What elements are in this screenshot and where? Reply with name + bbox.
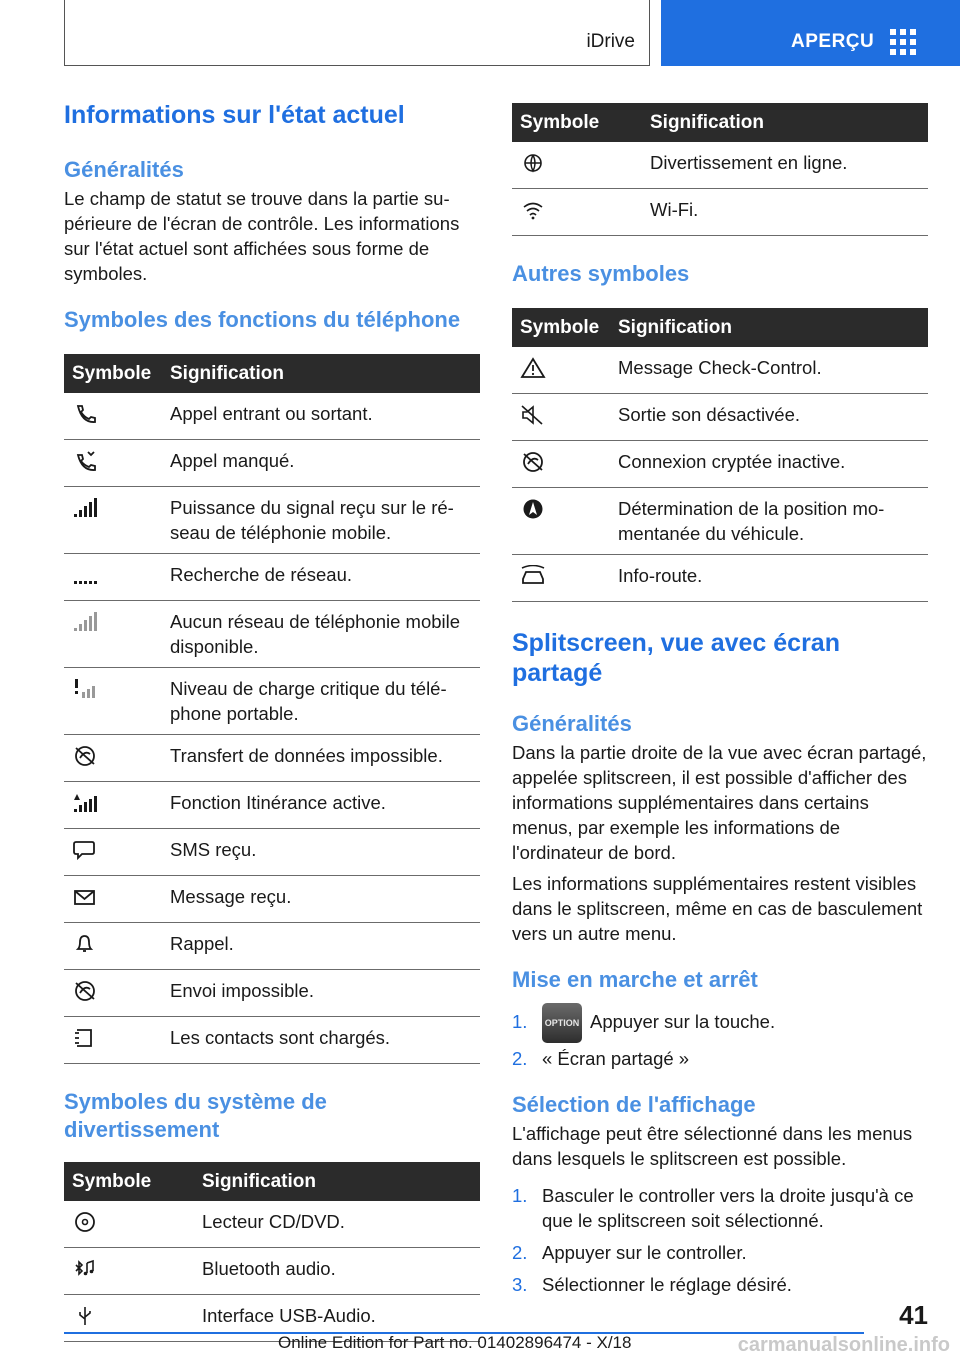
column-header: Symbole	[64, 354, 162, 393]
step-text: Appuyer sur le controller.	[542, 1242, 747, 1263]
cd-icon	[72, 1211, 98, 1233]
table-row	[64, 668, 480, 735]
sms-icon	[72, 839, 98, 861]
option-button[interactable]: OPTION	[542, 1003, 582, 1043]
warning-icon	[520, 357, 546, 379]
table-row	[512, 347, 928, 394]
phone-symbols-heading: Symboles des fonctions du téléphone	[64, 307, 461, 332]
splitscreen-heading: Splitscreen, vue avec écran partagé	[512, 629, 840, 687]
symbol-meaning: Lecteur CD/DVD.	[194, 1201, 480, 1248]
table-row	[64, 554, 480, 601]
table-row	[64, 735, 480, 782]
column-header: Signification	[194, 1162, 480, 1201]
symbol-meaning: Aucun réseau de téléphonie mobile disponible.	[162, 601, 480, 668]
step-text: Appuyer sur la touche.	[590, 1011, 776, 1032]
symbol-meaning: Bluetooth audio.	[194, 1248, 480, 1295]
column-header: Symbole	[512, 103, 642, 142]
symbol-meaning: Transfert de données impossible.	[162, 735, 480, 782]
symbol-meaning: Divertissement en ligne.	[642, 142, 928, 189]
step-text: « Écran partagé »	[542, 1048, 690, 1069]
list-item	[512, 1240, 928, 1265]
table-row	[64, 1248, 480, 1295]
symbol-meaning: Les contacts sont chargés.	[162, 1017, 480, 1064]
step-number: 1.	[512, 1011, 528, 1032]
table-row	[64, 440, 480, 487]
symbol-meaning: Message reçu.	[162, 876, 480, 923]
online-symbols-table	[512, 103, 928, 236]
table-row	[64, 970, 480, 1017]
phone-symbols-table	[64, 354, 480, 1064]
display-selection-text: L'affichage peut être sélectionné dans les menus dans lesquels le splitscreen est possible.	[512, 1123, 913, 1169]
traffic-info-icon	[520, 565, 546, 587]
symbol-meaning: Appel entrant ou sortant.	[162, 393, 480, 440]
split-paragraph-2: Les informations supplémentaires restent visibles dans le splitscreen, même en cas de basculement vers un autre menu.	[512, 873, 923, 944]
list-item	[512, 1272, 928, 1297]
general-heading: Généralités	[64, 157, 184, 182]
signal-strength-icon	[72, 497, 98, 519]
chapter-title: iDrive	[586, 31, 635, 52]
on-off-steps	[512, 1000, 928, 1071]
table-row	[64, 829, 480, 876]
battery-critical-icon	[72, 678, 98, 700]
step-number: 1.	[512, 1185, 528, 1206]
no-network-icon	[72, 611, 98, 633]
network-search-icon	[72, 564, 98, 586]
column-header: Symbole	[64, 1162, 194, 1201]
missed-call-icon	[72, 450, 98, 472]
table-row	[64, 1201, 480, 1248]
section-heading: Informations sur l'état actuel	[64, 101, 405, 129]
list-item	[512, 1046, 928, 1071]
symbol-meaning: Puissance du signal reçu sur le réseau de téléphonie mobile.	[162, 487, 480, 554]
contacts-icon	[72, 1027, 98, 1049]
list-item	[512, 1183, 928, 1233]
table-row	[64, 601, 480, 668]
step-number: 2.	[512, 1048, 528, 1069]
bell-icon	[72, 933, 98, 955]
left-column	[64, 100, 480, 1342]
page-number: 41	[899, 1300, 928, 1330]
watermark: carmanualsonline.info	[737, 1334, 950, 1356]
online-entertainment-icon	[520, 152, 546, 174]
chapter-header	[64, 0, 650, 66]
other-symbols-heading: Autres symboles	[512, 261, 690, 286]
step-text: Basculer le controller vers la droite jusqu'à ce que le splitscreen soit sélectionné.	[542, 1185, 914, 1231]
right-column	[512, 103, 928, 1297]
column-header: Symbole	[512, 308, 610, 347]
display-selection-heading: Sélection de l'affichage	[512, 1092, 756, 1117]
edition-note: Online Edition for Part no. 01402896474 - X/18	[278, 1333, 632, 1352]
envelope-icon	[72, 886, 98, 908]
symbol-meaning: Wi-Fi.	[642, 189, 928, 236]
table-row	[512, 488, 928, 555]
step-number: 3.	[512, 1274, 528, 1295]
table-row	[512, 142, 928, 189]
roaming-icon	[72, 792, 98, 814]
split-paragraph-1: Dans la partie droite de la vue avec écran partagé, appelée splitscreen, il est possible d'afficher des informations supplémentaires dans certains menus, par exemple les informations de l'ordinateur de bord.	[512, 742, 927, 863]
symbol-meaning: Sortie son désactivée.	[610, 394, 928, 441]
step-number: 2.	[512, 1242, 528, 1263]
symbol-meaning: Message Check-Control.	[610, 347, 928, 394]
table-row	[64, 1017, 480, 1064]
symbol-meaning: Niveau de charge critique du téléphone portable.	[162, 668, 480, 735]
symbol-meaning: Recherche de réseau.	[162, 554, 480, 601]
table-row	[64, 923, 480, 970]
split-general-heading: Généralités	[512, 711, 632, 736]
entertainment-symbols-heading: Symboles du système de divertissement	[64, 1089, 327, 1142]
column-header: Signification	[610, 308, 928, 347]
symbol-meaning: Fonction Itinérance active.	[162, 782, 480, 829]
general-text: Le champ de statut se trouve dans la partie supérieure de l'écran de contrôle. Les informations sur l'état actuel sont affichées sous forme de symboles.	[64, 188, 460, 284]
symbol-meaning: Envoi impossible.	[162, 970, 480, 1017]
section-header[interactable]	[661, 0, 960, 66]
bluetooth-audio-icon	[72, 1258, 98, 1280]
section-title: APERÇU	[791, 31, 875, 52]
table-row	[64, 876, 480, 923]
column-header: Signification	[642, 103, 928, 142]
table-row	[64, 393, 480, 440]
symbol-meaning: SMS reçu.	[162, 829, 480, 876]
other-symbols-table	[512, 308, 928, 602]
phone-call-icon	[72, 403, 98, 425]
table-row	[512, 441, 928, 488]
grid-icon	[890, 29, 916, 55]
symbol-meaning: Interface USB-Audio.	[194, 1295, 480, 1342]
step-text: Sélectionner le réglage désiré.	[542, 1274, 792, 1295]
table-row	[512, 555, 928, 602]
position-icon	[520, 498, 546, 520]
send-impossible-icon	[72, 980, 98, 1002]
symbol-meaning: Info-route.	[610, 555, 928, 602]
list-item	[512, 1000, 928, 1044]
wifi-icon	[520, 199, 546, 221]
table-row	[512, 189, 928, 236]
symbol-meaning: Connexion cryptée inactive.	[610, 441, 928, 488]
selection-steps	[512, 1183, 928, 1297]
column-header: Signification	[162, 354, 480, 393]
symbol-meaning: Détermination de la position momentanée du véhicule.	[610, 488, 928, 555]
entertainment-symbols-table	[64, 1162, 480, 1342]
sound-off-icon	[520, 404, 546, 426]
symbol-meaning: Rappel.	[162, 923, 480, 970]
symbol-meaning: Appel manqué.	[162, 440, 480, 487]
table-row	[64, 487, 480, 554]
encryption-inactive-icon	[520, 451, 546, 473]
transfer-impossible-icon	[72, 745, 98, 767]
on-off-heading: Mise en marche et arrêt	[512, 967, 758, 992]
usb-icon	[72, 1305, 98, 1327]
table-row	[64, 782, 480, 829]
table-row	[512, 394, 928, 441]
